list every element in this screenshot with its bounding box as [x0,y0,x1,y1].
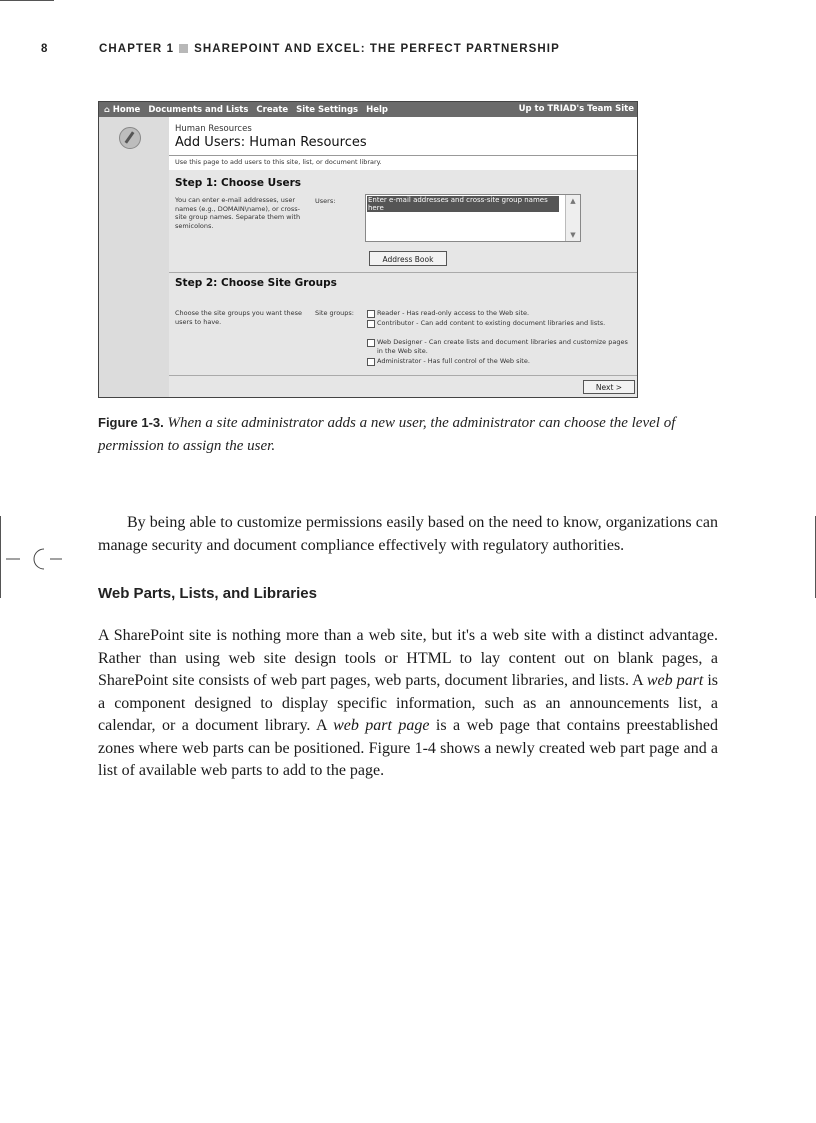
site-groups-label: Site groups: [315,309,354,317]
checkbox-icon[interactable] [367,358,375,366]
section-heading: Web Parts, Lists, and Libraries [98,585,317,602]
users-input[interactable] [365,194,581,242]
users-scrollbar[interactable] [565,195,580,241]
term-web-part: web part [646,672,704,689]
crop-mark-top [0,0,54,1]
chapter-label: CHAPTER 1 [99,43,175,55]
body-paragraph: A SharePoint site is nothing more than a web site, but it's a web site with a distinct advantage. Rather than using web site design tools or HTML to lay content out on blank pages, a SharePoint site consists of web part pages, web parts, document libraries, and lists. A web part is a component designed to display specific information, such as an announcements list, a calendar, or a document library. A web part page is a web page that contains preestablished zones where web parts can be positioned. Figure 1-4 shows a newly created web part page and a list of available web parts to add to the page. [98,627,719,779]
body-paragraph: By being able to customize permissions easily based on the need to know, organizations can manage security and document compliance effectively with regulatory authorities. [98,514,718,554]
scroll-up-icon[interactable]: ▲ [570,197,576,205]
nav-site-settings[interactable]: Site Settings [296,105,359,115]
step1-help: You can enter e-mail addresses, user names (e.g., DOMAIN\name), or cross-site group names. Separate them with semicolons. [175,196,301,230]
checkbox-icon[interactable] [367,310,375,318]
nav-create[interactable]: Create [256,105,289,115]
nav-up-to-team-site[interactable]: Up to TRIAD's Team Site [518,104,634,114]
checkbox-icon[interactable] [367,339,375,347]
checkbox-contributor[interactable]: Contributor - Can add content to existing document libraries and lists. [367,319,629,328]
section-divider [169,272,637,273]
checkbox-icon[interactable] [367,320,375,328]
top-nav-bar [99,102,637,117]
site-logo-icon [119,127,141,149]
figure-screenshot [98,101,638,398]
header-divider [169,155,637,156]
running-head [41,43,560,55]
figure-number: Figure 1-3. [98,415,164,430]
square-bullet-icon [179,44,188,53]
page-number: 8 [41,43,49,55]
home-icon: ⌂ [104,105,110,114]
step1-title: Step 1: Choose Users [175,177,301,189]
caption-text: When a site administrator adds a new user, the administrator can choose the level of permission to assign the user. [98,415,676,454]
page-description: Use this page to add users to this site, list, or document library. [175,158,382,166]
site-name[interactable]: Human Resources [175,124,252,134]
scroll-down-icon[interactable]: ▼ [570,231,576,239]
checkbox-reader[interactable]: Reader - Has read-only access to the Web site. [367,309,629,318]
nav-home[interactable]: Home [112,105,141,115]
nav-help[interactable]: Help [366,105,389,115]
figure-caption [98,411,718,458]
address-book-button[interactable]: Address Book [369,251,447,266]
users-input-text: Enter e-mail addresses and cross-site group names here [367,196,559,212]
checkbox-administrator[interactable]: Administrator - Has full control of the Web site. [367,357,629,366]
crop-mark-left [0,516,1,598]
next-button[interactable]: Next > [583,380,635,394]
nav-documents-lists[interactable]: Documents and Lists [148,105,249,115]
checkbox-web-designer[interactable]: Web Designer - Can create lists and document libraries and customize pages in the Web site. [367,338,629,355]
step2-help: Choose the site groups you want these users to have. [175,309,303,326]
step2-title: Step 2: Choose Site Groups [175,277,337,289]
section-divider [169,375,637,376]
left-panel [99,117,169,397]
chapter-title: SHAREPOINT AND EXCEL: THE PERFECT PARTNERSHIP [194,43,560,55]
users-label: Users: [315,197,336,205]
page-title: Add Users: Human Resources [175,135,367,150]
registration-mark-icon [6,547,62,571]
term-web-part-page: web part page [333,717,430,734]
